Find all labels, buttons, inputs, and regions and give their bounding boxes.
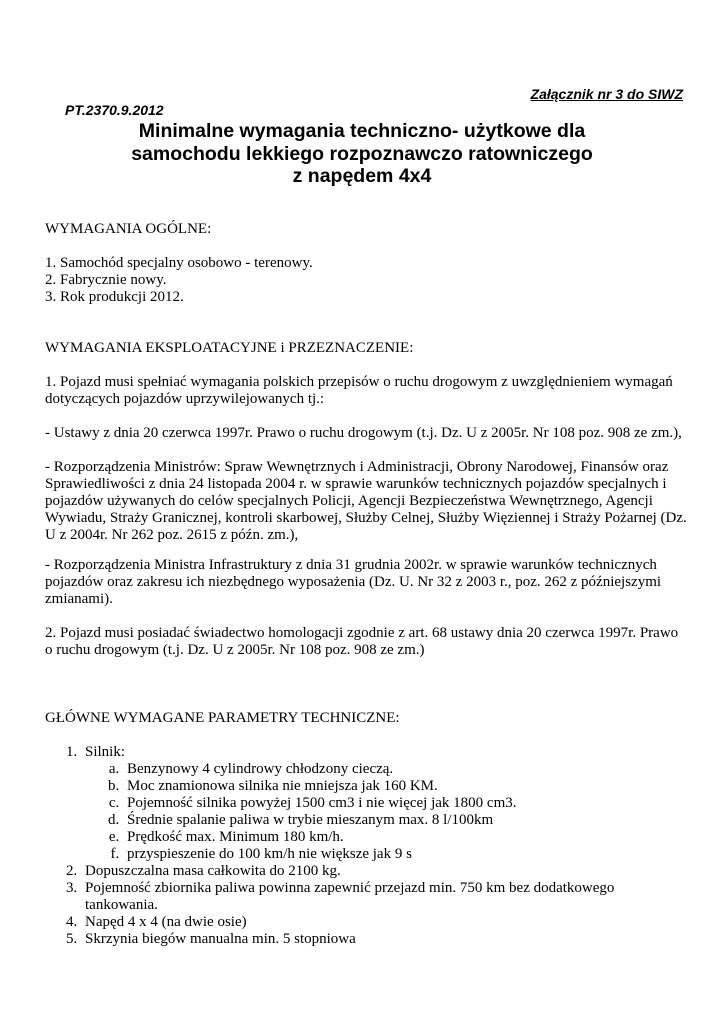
operational-p3-block bbox=[45, 459, 687, 544]
operational-paragraph-2: - Ustawy z dnia 20 czerwca 1997r. Prawo o ruchu drogowym (t.j. Dz. U z 2005r. Nr 108 poz. 908 ze zm.), bbox=[45, 425, 682, 441]
technical-list-block bbox=[45, 744, 687, 948]
general-heading: WYMAGANIA OGÓLNE: bbox=[45, 221, 212, 237]
general-item: 3. Rok produkcji 2012. bbox=[45, 289, 184, 305]
list-item: c. Pojemność silnika powyżej 1500 cm3 i nie więcej jak 1800 cm3. bbox=[123, 795, 687, 812]
operational-p4-block bbox=[45, 557, 687, 608]
title-line-2: samochodu lekkiego rozpoznawczo ratowniczego bbox=[131, 142, 593, 165]
list-item bbox=[81, 744, 687, 863]
operational-p5-block bbox=[45, 625, 687, 659]
document-title bbox=[0, 120, 724, 188]
operational-paragraph-3: - Rozporządzenia Ministrów: Spraw Wewnętrznych i Administracji, Obrony Narodowej, Finansów oraz Sprawiedliwości z dnia 24 listopada 2004 r. w sprawie warunków technicznych pojazdów specjalnych i pojazdów używanych do celów specjalnych Policji, Agencji Bezpieczeństwa Wewnętrznego, Agencji Wywiadu, Straży Granicznej, kontroli skarbowej, Służby Celnej, Służby Więziennej i Straży Pożarnej (Dz. U z 2004r. Nr 262 poz. 2615 z późn. zm.), bbox=[45, 459, 687, 543]
operational-heading: WYMAGANIA EKSPLOATACYJNE i PRZEZNACZENIE: bbox=[45, 340, 414, 356]
title-line-3: z napędem 4x4 bbox=[292, 165, 432, 187]
operational-paragraph-5: 2. Pojazd musi posiadać świadectwo homologacji zgodnie z art. 68 ustawy dnia 20 czerwca 1997r. Prawo o ruchu drogowym (t.j. Dz. U z 2005r. Nr 108 poz. 908 ze zm.) bbox=[45, 625, 679, 658]
operational-paragraph-4: - Rozporządzenia Ministra Infrastruktury z dnia 31 grudnia 2002r. w sprawie warunków technicznych pojazdów oraz zakresu ich niezbędnego wyposażenia (Dz. U. Nr 32 z 2003 r., poz. 262 z późniejszymi zmianami). bbox=[45, 557, 662, 607]
general-section bbox=[45, 221, 687, 238]
operational-p1-block bbox=[45, 374, 687, 408]
general-list bbox=[45, 255, 687, 306]
list-item: 5. Skrzynia biegów manualna min. 5 stopniowa bbox=[81, 931, 687, 948]
title-line-1: Minimalne wymagania techniczno- użytkowe dla bbox=[138, 120, 586, 142]
list-item: e. Prędkość max. Minimum 180 km/h. bbox=[123, 829, 687, 846]
attachment-label: Załącznik nr 3 do SIWZ bbox=[530, 86, 683, 102]
operational-paragraph-1: 1. Pojazd musi spełniać wymagania polskich przepisów o ruchu drogowym z uwzględnieniem wymagań dotyczących pojazdów uprzywilejowanych tj.: bbox=[45, 374, 673, 407]
list-item: d. Średnie spalanie paliwa w trybie mieszanym max. 8 l/100km bbox=[123, 812, 687, 829]
technical-list bbox=[45, 744, 687, 948]
list-item: 4. Napęd 4 x 4 (na dwie osie) bbox=[81, 914, 687, 931]
operational-p2-block bbox=[45, 425, 687, 442]
list-item: a. Benzynowy 4 cylindrowy chłodzony cieczą. bbox=[123, 761, 687, 778]
list-item: 2. Dopuszczalna masa całkowita do 2100 kg. bbox=[81, 863, 687, 880]
engine-label: Silnik: bbox=[85, 744, 126, 760]
engine-sublist bbox=[85, 761, 687, 863]
technical-heading: GŁÓWNE WYMAGANE PARAMETRY TECHNICZNE: bbox=[45, 710, 400, 726]
list-item: f. przyspieszenie do 100 km/h nie większe jak 9 s bbox=[123, 846, 687, 863]
reference-number: PT.2370.9.2012 bbox=[65, 102, 164, 118]
technical-heading-block bbox=[45, 710, 687, 727]
general-item: 2. Fabrycznie nowy. bbox=[45, 272, 167, 288]
list-item: b. Moc znamionowa silnika nie mniejsza jak 160 KM. bbox=[123, 778, 687, 795]
general-item: 1. Samochód specjalny osobowo - terenowy. bbox=[45, 255, 313, 271]
operational-heading-block bbox=[45, 340, 687, 357]
list-item: 3. Pojemność zbiornika paliwa powinna zapewnić przejazd min. 750 km bez dodatkowego tankowania. bbox=[81, 880, 687, 914]
